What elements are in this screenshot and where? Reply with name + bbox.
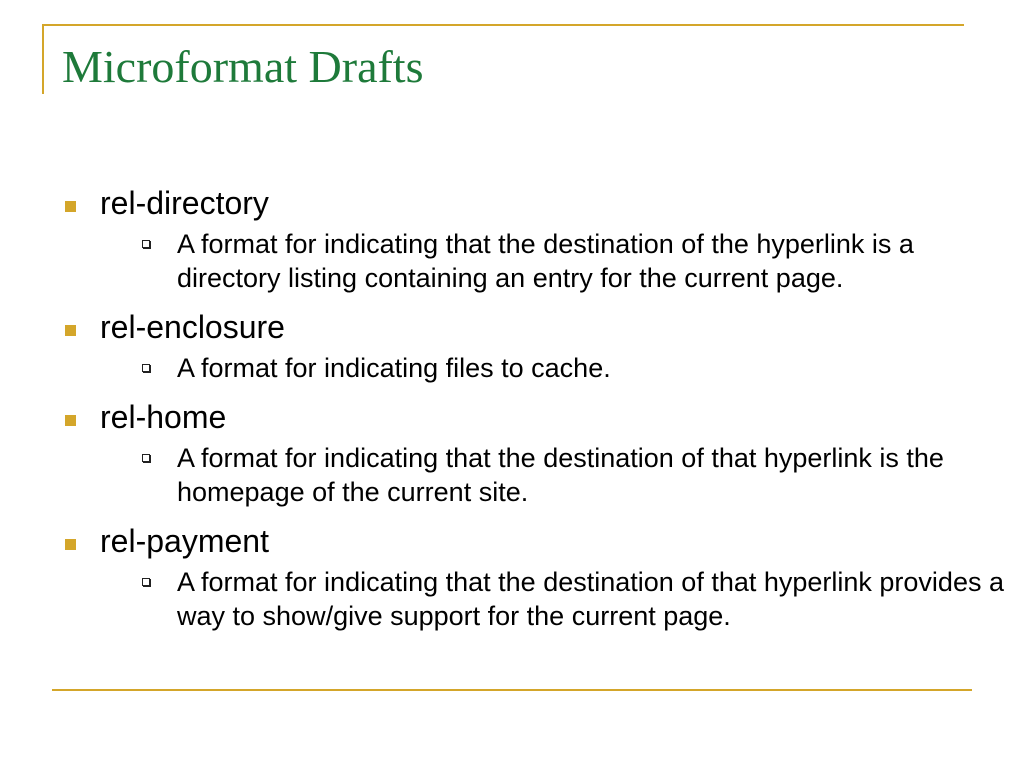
sub-bullet-text: A format for indicating that the destination of that hyperlink is the homepage of the current site. [177,443,944,507]
sub-bullet-text: A format for indicating that the destination of the hyperlink is a directory listing containing an entry for the current page. [177,229,914,293]
bullet-label: rel-directory [100,185,269,221]
bullet-label: rel-payment [100,523,269,559]
square-bullet-icon [65,539,76,550]
bullet-rel-payment [60,521,1004,633]
bullet-rel-directory [60,183,960,295]
sub-bullet [100,227,960,295]
bullet-list [60,183,1004,633]
footer-rule [52,689,972,691]
square-bullet-icon [65,325,76,336]
square-bullet-icon [65,201,76,212]
hollow-square-bullet-icon [142,578,150,586]
sub-bullet [100,565,1004,633]
title-frame-left-rule [42,24,44,94]
title-frame-top-rule [42,24,964,26]
bullet-label: rel-enclosure [100,309,285,345]
hollow-square-bullet-icon [142,240,150,248]
bullet-rel-enclosure [60,307,960,385]
sub-bullet [100,351,960,385]
hollow-square-bullet-icon [142,364,150,372]
bullet-rel-home [60,397,960,509]
sub-bullet-text: A format for indicating that the destination of that hyperlink provides a way to show/give support for the current page. [177,567,1004,631]
slide-title: Microformat Drafts [62,41,424,92]
square-bullet-icon [65,415,76,426]
sub-bullet-text: A format for indicating files to cache. [177,353,611,383]
bullet-label: rel-home [100,399,227,435]
hollow-square-bullet-icon [142,454,150,462]
sub-bullet [100,441,960,509]
